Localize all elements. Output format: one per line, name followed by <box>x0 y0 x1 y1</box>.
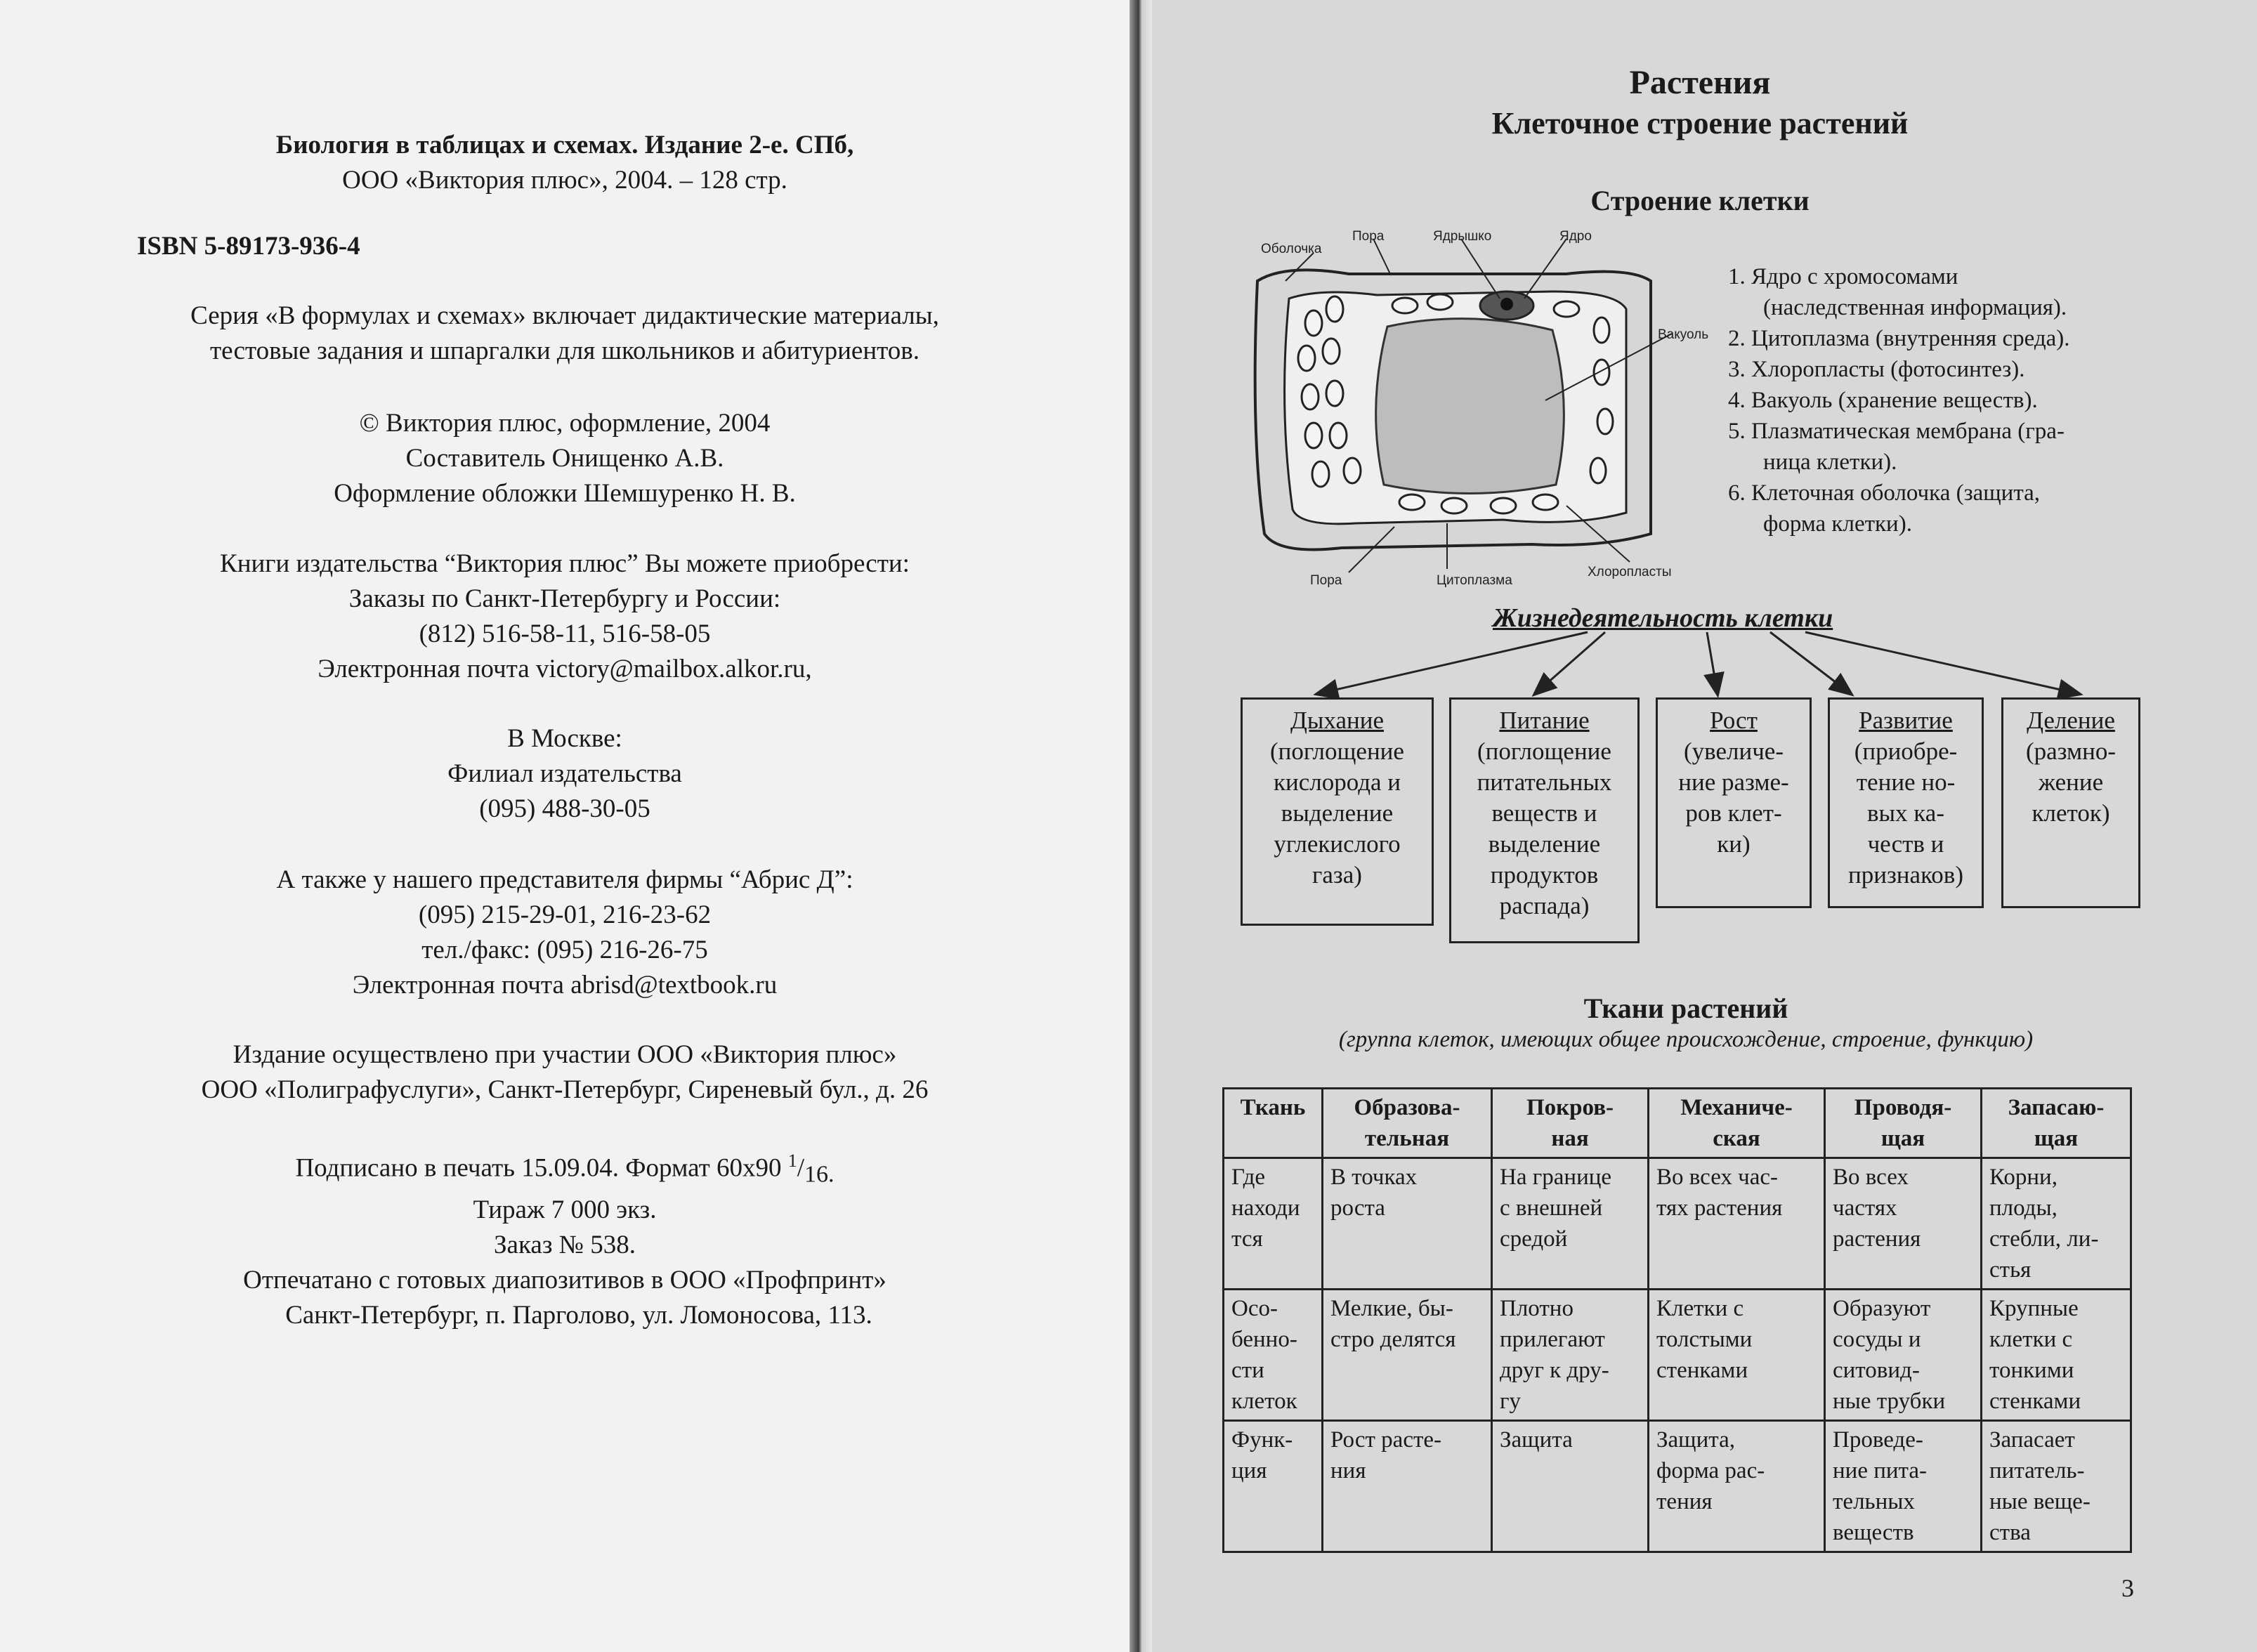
header-text: Образова- <box>1354 1095 1460 1120</box>
process-desc: (приобре- <box>1854 738 1958 765</box>
cell-legend <box>1728 261 2070 539</box>
process-desc: клеток) <box>2032 799 2110 827</box>
table-header <box>1825 1089 1982 1158</box>
table-cell: Во всех час- тях растения <box>1649 1158 1825 1290</box>
process-desc: тение но- <box>1856 768 1956 796</box>
label-nucleolus: Ядрышко <box>1433 229 1492 244</box>
header-text: щая <box>2034 1126 2079 1151</box>
header-text: Ткань <box>1240 1095 1306 1120</box>
header-text: Проводя- <box>1854 1095 1952 1120</box>
label-cytoplasm: Цитоплазма <box>1437 573 1512 588</box>
process-desc: продуктов <box>1490 861 1599 889</box>
process-desc: ние разме- <box>1678 768 1789 796</box>
cell-heading: Строение клетки <box>1590 185 1810 216</box>
process-desc: выделение <box>1488 830 1601 858</box>
label-nucleus: Ядро <box>1559 229 1592 244</box>
purchase-line: Заказы по Санкт-Петербургу и России: <box>348 584 781 613</box>
abris-info <box>0 863 1130 1003</box>
process-desc: (размно- <box>2025 738 2117 765</box>
legend-line: 3. Хлоропласты (фотосинтез). <box>1728 357 2025 382</box>
table-header <box>1224 1089 1323 1158</box>
label-shell: Оболочка <box>1261 242 1322 256</box>
process-desc: углекислого <box>1274 830 1401 858</box>
credits-line: © Виктория плюс, оформление, 2004 <box>359 409 771 438</box>
table-row <box>1224 1290 2131 1421</box>
process-desc: выделение <box>1281 799 1394 827</box>
credits-line: Оформление обложки Шемшуренко Н. В. <box>334 479 796 508</box>
process-title: Рост <box>1710 707 1758 734</box>
table-row <box>1224 1421 2131 1552</box>
header-text: ная <box>1551 1126 1589 1151</box>
table-header <box>1492 1089 1649 1158</box>
format-sup: 1 <box>787 1150 797 1171</box>
table-cell: Образуют сосуды и ситовид- ные трубки <box>1825 1290 1982 1421</box>
label-pore-top: Пора <box>1352 229 1385 244</box>
series-line: тестовые задания и шпаргалки для школьников и абитуриентов. <box>209 336 920 365</box>
tissues-table <box>1222 1087 2132 1553</box>
table-cell: Функ- ция <box>1224 1421 1323 1552</box>
print-line: Тираж 7 000 экз. <box>473 1195 657 1224</box>
process-box-growth <box>1656 697 1812 908</box>
header-text: Механиче- <box>1680 1095 1793 1120</box>
legend-line: 6. Клеточная оболочка (защита, <box>1728 480 2041 506</box>
table-cell: Запасает питатель- ные веще- ства <box>1982 1421 2131 1552</box>
format-sub: 16. <box>804 1161 835 1188</box>
label-chloroplasts: Хлоропласты <box>1588 565 1672 579</box>
header-text: ская <box>1713 1126 1760 1151</box>
table-cell: Плотно прилегают друг к дру- гу <box>1492 1290 1649 1421</box>
table-cell: Рост расте- ния <box>1323 1421 1492 1552</box>
table-cell: Клетки с толстыми стенками <box>1649 1290 1825 1421</box>
page-subtitle: Клеточное строение растений <box>1491 106 1909 140</box>
isbn: ISBN 5-89173-936-4 <box>137 232 360 261</box>
process-desc: кислорода и <box>1273 768 1401 796</box>
abris-line: (095) 215-29-01, 216-23-62 <box>418 900 712 929</box>
biblio-line-1: Биология в таблицах и схемах. Издание 2-е. СПб, <box>275 131 854 159</box>
process-box-development <box>1828 697 1984 908</box>
legend-line: (наследственная информация). <box>1763 295 2067 320</box>
table-header <box>1982 1089 2131 1158</box>
table-header <box>1649 1089 1825 1158</box>
moscow-line: Филиал издательства <box>447 759 682 788</box>
table-header <box>1323 1089 1492 1158</box>
purchase-line: (812) 516-58-11, 516-58-05 <box>419 620 711 648</box>
cell-diagram <box>1236 225 1728 597</box>
print-line: Заказ № 538. <box>494 1230 636 1259</box>
page-title: Растения <box>1629 64 1771 101</box>
edition-line: Издание осуществлено при участии ООО «Виктория плюс» <box>233 1040 897 1069</box>
purchase-line: Книги издательства “Виктория плюс” Вы можете приобрести: <box>220 549 910 578</box>
edition-info <box>0 1037 1130 1108</box>
table-cell: Где находи тся <box>1224 1158 1323 1290</box>
print-line: Отпечатано с готовых диапозитивов в ООО «Профпринт» <box>243 1265 887 1294</box>
process-desc: признаков) <box>1848 861 1963 889</box>
table-cell: Проведе- ние пита- тельных веществ <box>1825 1421 1982 1552</box>
edition-line: ООО «Полиграфуслуги», Санкт-Петербург, Сиреневый бул., д. 26 <box>201 1075 929 1104</box>
table-cell: Корни, плоды, стебли, ли- стья <box>1982 1158 2131 1290</box>
book-gutter <box>1130 0 1152 1652</box>
series-line: Серия «В формулах и схемах» включает дидактические материалы, <box>190 301 939 330</box>
tissues-heading: Ткани растений <box>1583 992 1788 1024</box>
print-info <box>0 1143 1130 1333</box>
life-heading: Жизнедеятельность клетки <box>1493 603 1833 633</box>
legend-line: 2. Цитоплазма (внутренняя среда). <box>1728 326 2070 351</box>
abris-line: А также у нашего представителя фирмы “Абрис Д”: <box>276 865 853 894</box>
table-header-row <box>1224 1089 2131 1158</box>
table-cell: Осо- бенно- сти клеток <box>1224 1290 1323 1421</box>
header-text: Запасаю- <box>2008 1095 2105 1120</box>
process-desc: распада) <box>1499 892 1590 919</box>
legend-line: 5. Плазматическая мембрана (гра- <box>1728 419 2065 444</box>
print-signed: Подписано в печать 15.09.04. Формат 60х90 <box>295 1153 782 1183</box>
credits-line: Составитель Онищенко А.В. <box>405 444 724 473</box>
legend-line: форма клетки). <box>1763 511 1912 537</box>
table-cell: Защита, форма рас- тения <box>1649 1421 1825 1552</box>
process-title: Дыхание <box>1290 707 1384 734</box>
purchase-line: Электронная почта victory@mailbox.alkor.ru, <box>318 655 812 683</box>
table-cell: На границе с внешней средой <box>1492 1158 1649 1290</box>
biblio-line-2: ООО «Виктория плюс», 2004. – 128 стр. <box>342 166 787 195</box>
process-arrows <box>1222 625 2164 709</box>
process-box-division <box>2001 697 2140 908</box>
legend-line: ница клетки). <box>1763 450 1897 475</box>
process-box-nutrition <box>1449 697 1640 943</box>
label-vacuole: Вакуоль <box>1658 327 1709 342</box>
page-number: 3 <box>2121 1574 2134 1602</box>
table-row <box>1224 1158 2131 1290</box>
table-cell: Крупные клетки с тонкими стенками <box>1982 1290 2131 1421</box>
header-text: тельная <box>1364 1126 1450 1151</box>
process-desc: веществ и <box>1491 799 1597 827</box>
process-desc: (поглощение <box>1477 738 1611 765</box>
table-cell: В точках роста <box>1323 1158 1492 1290</box>
process-desc: честв и <box>1867 830 1944 858</box>
abris-line: тел./факс: (095) 216-26-75 <box>421 936 708 964</box>
process-desc: ров клет- <box>1685 799 1782 827</box>
process-box-respiration <box>1241 697 1434 926</box>
process-desc: газа) <box>1312 861 1362 889</box>
process-desc: вых ка- <box>1867 799 1944 827</box>
legend-line: 1. Ядро с хромосомами <box>1728 264 1958 289</box>
header-text: щая <box>1880 1126 1925 1151</box>
nucleolus <box>1500 298 1513 310</box>
table-cell: Защита <box>1492 1421 1649 1552</box>
abris-line: Электронная почта abrisd@textbook.ru <box>352 971 778 999</box>
print-signed-line: Подписано в печать 15.09.04. Формат 60х90 $^1/_{16.}$ <box>295 1150 835 1188</box>
series-text <box>0 299 1130 369</box>
process-title: Питание <box>1499 707 1590 734</box>
print-line: Санкт-Петербург, п. Парголово, ул. Ломоносова, 113. <box>285 1300 872 1330</box>
process-desc: ки) <box>1717 830 1751 858</box>
table-cell: Мелкие, бы- стро делятся <box>1323 1290 1492 1421</box>
credits <box>0 406 1130 511</box>
process-desc: (увеличе- <box>1684 738 1784 765</box>
header-text: Покров- <box>1526 1095 1614 1120</box>
vacuole <box>1376 319 1564 494</box>
process-desc: питательных <box>1477 768 1612 796</box>
legend-line: 4. Вакуоль (хранение веществ). <box>1728 388 2038 413</box>
tissues-note: (группа клеток, имеющих общее происхождение, строение, функцию) <box>1338 1027 2034 1052</box>
process-desc: жение <box>2038 768 2104 796</box>
label-pore-bottom: Пора <box>1310 573 1342 588</box>
process-title: Деление <box>2027 707 2115 734</box>
moscow-line: (095) 488-30-05 <box>479 794 650 823</box>
moscow-line: В Москве: <box>507 724 622 753</box>
table-cell: Во всех частях растения <box>1825 1158 1982 1290</box>
process-title: Развитие <box>1859 707 1953 734</box>
process-desc: (поглощение <box>1270 738 1404 765</box>
moscow-info <box>0 721 1130 827</box>
purchase-info <box>0 546 1130 687</box>
